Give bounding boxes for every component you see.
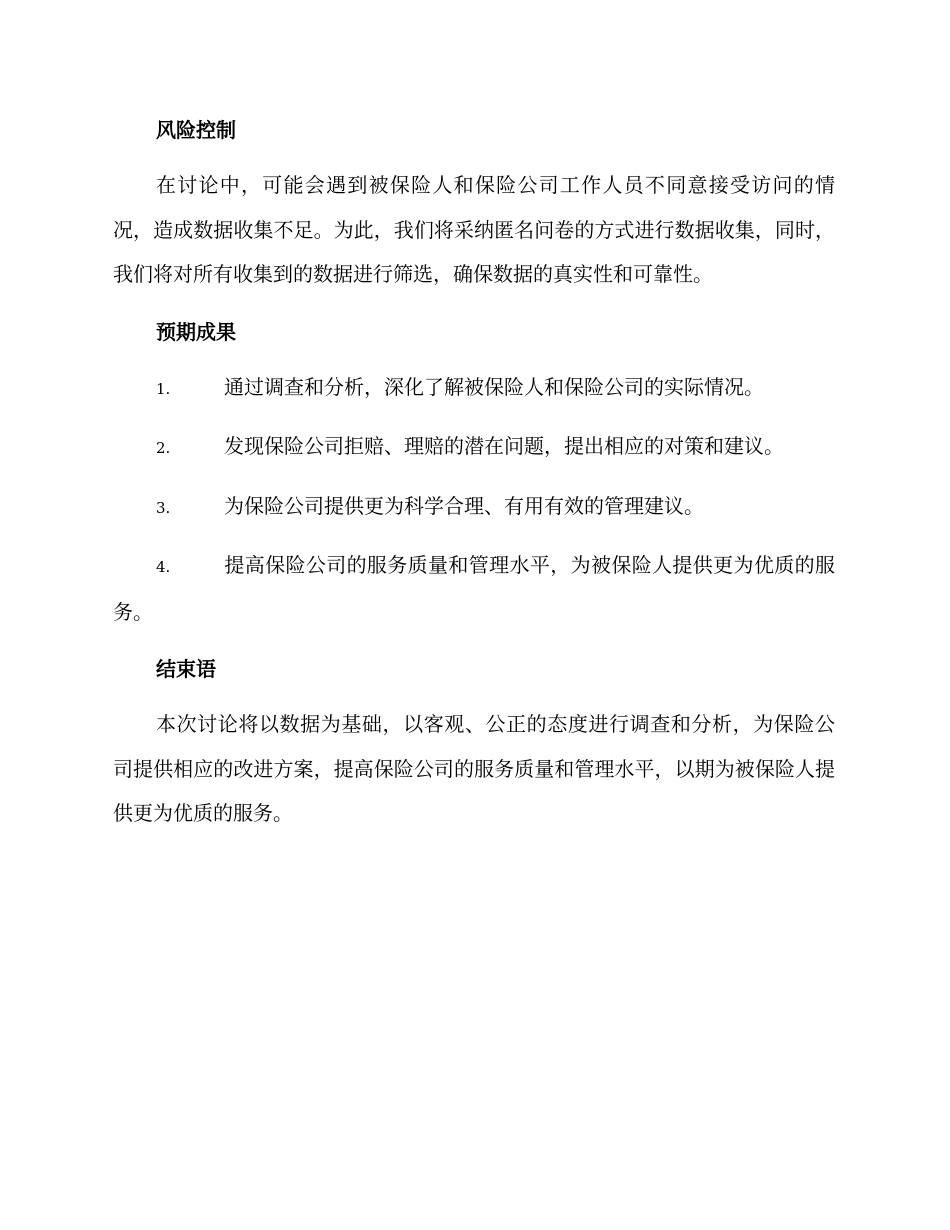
list-item-text: 为保险公司提供更为科学合理、有用有效的管理建议。 (224, 493, 704, 518)
list-item-text: 提高保险公司的服务质量和管理水平，为被保险人提供更为优质的服务。 (113, 553, 835, 624)
paragraph-conclusion: 本次讨论将以数据为基础，以客观、公正的态度进行调查和分析，为保险公司提供相应的改进方案，提高保险公司的服务质量和管理水平，以期为被保险人提供更为优质的服务。 (113, 712, 835, 825)
list-item-3 (113, 484, 835, 531)
section-heading-expected-results: 预期成果 (156, 319, 236, 344)
list-number: 3. (156, 498, 171, 517)
list-item-text: 发现保险公司拒赔、理赔的潜在问题，提出相应的对策和建议。 (224, 434, 784, 458)
document-content (113, 108, 835, 849)
list-number: 1. (156, 379, 171, 398)
list-item-1 (113, 365, 835, 412)
list-number: 2. (156, 439, 171, 457)
list-item-text: 通过调查和分析，深化了解被保险人和保险公司的实际情况。 (224, 374, 764, 399)
list-item-2 (113, 424, 835, 471)
paragraph-risk-control: 在讨论中，可能会遇到被保险人和保险公司工作人员不同意接受访问的情况，造成数据收集不足。为此，我们将采纳匿名问卷的方式进行数据收集，同时，我们将对所有收集到的数据进行筛选，确保数据的真实性和可靠性。 (113, 173, 835, 286)
section-heading-risk-control: 风险控制 (156, 118, 236, 142)
list-number: 4. (156, 558, 171, 576)
list-item-4 (113, 543, 835, 634)
section-heading-conclusion: 结束语 (156, 657, 216, 681)
